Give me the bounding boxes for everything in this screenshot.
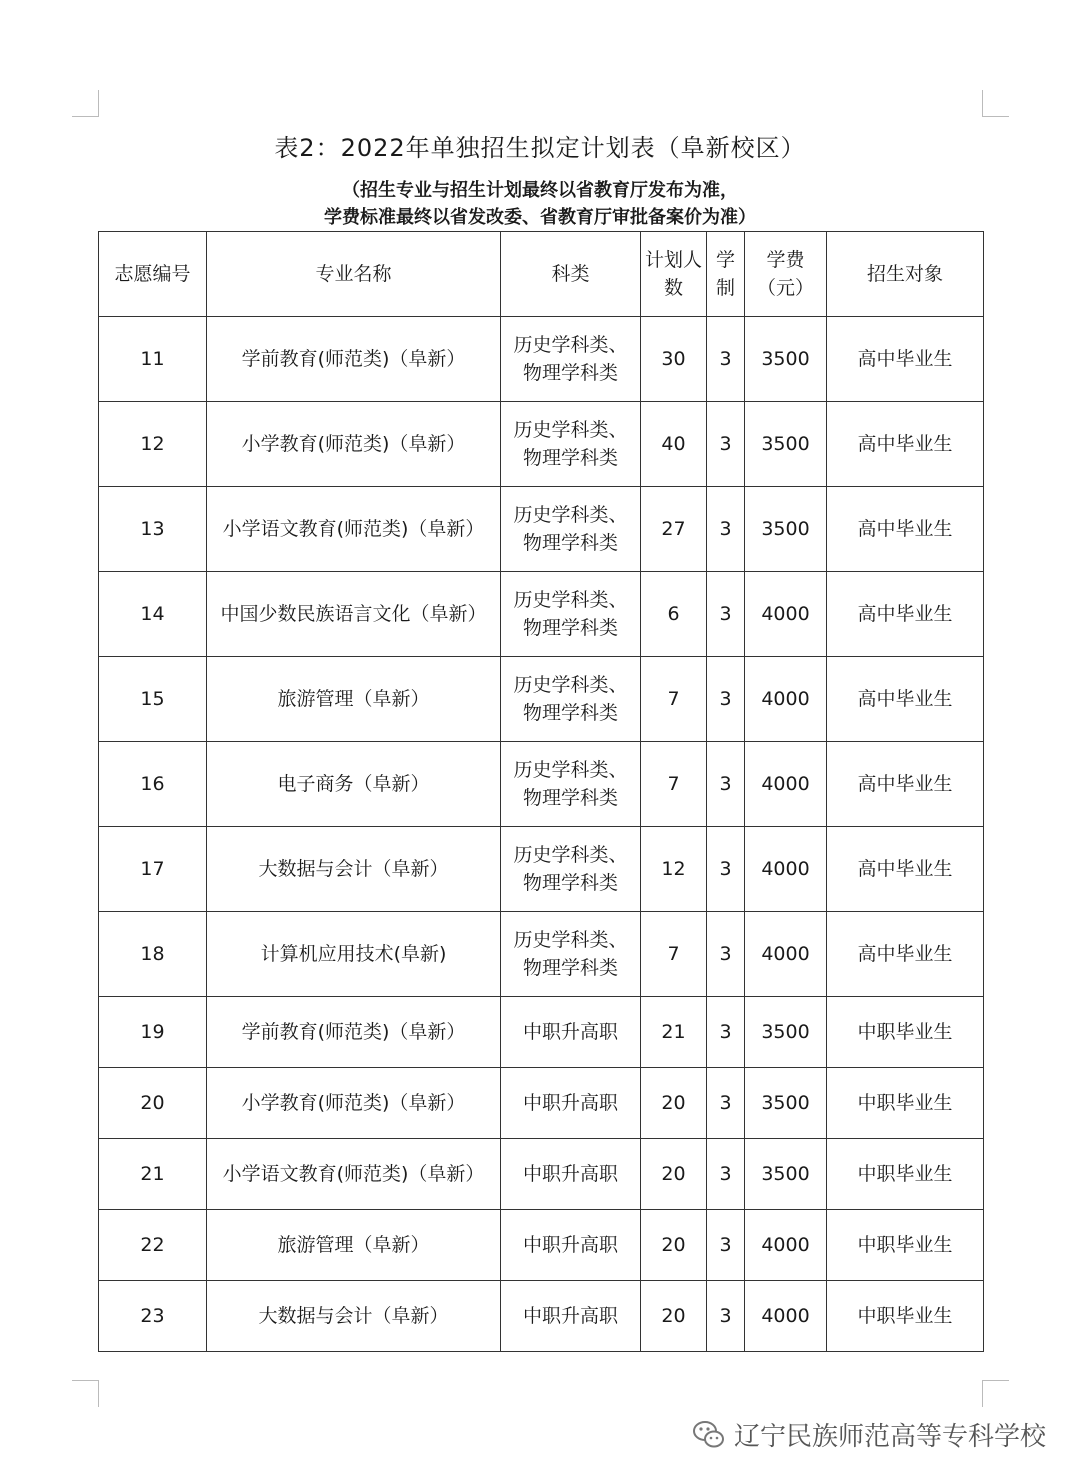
header-category: 科类 bbox=[501, 232, 641, 317]
cell-years: 3 bbox=[707, 317, 745, 402]
cell-fee: 3500 bbox=[745, 402, 827, 487]
header-target: 招生对象 bbox=[827, 232, 984, 317]
cell-years: 3 bbox=[707, 742, 745, 827]
cell-fee: 4000 bbox=[745, 912, 827, 997]
header-years: 学制 bbox=[707, 232, 745, 317]
table-row bbox=[99, 1281, 984, 1352]
cell-category: 中职升高职 bbox=[501, 997, 641, 1068]
cell-target: 高中毕业生 bbox=[827, 912, 984, 997]
cell-no: 17 bbox=[99, 827, 207, 912]
table-row bbox=[99, 1139, 984, 1210]
cell-category: 历史学科类、物理学科类 bbox=[501, 317, 641, 402]
table-row bbox=[99, 997, 984, 1068]
cell-fee: 3500 bbox=[745, 1068, 827, 1139]
cell-category: 历史学科类、物理学科类 bbox=[501, 657, 641, 742]
note-line-2: 学费标准最终以省发改委、省教育厅审批备案价为准） bbox=[324, 207, 756, 228]
enrollment-plan-table bbox=[98, 231, 984, 1352]
cell-no: 15 bbox=[99, 657, 207, 742]
cell-major: 小学语文教育(师范类)（阜新） bbox=[207, 487, 501, 572]
table-row bbox=[99, 742, 984, 827]
cell-plan: 20 bbox=[641, 1139, 707, 1210]
table-row bbox=[99, 912, 984, 997]
table-row bbox=[99, 657, 984, 742]
cell-years: 3 bbox=[707, 997, 745, 1068]
cell-years: 3 bbox=[707, 827, 745, 912]
table-row bbox=[99, 1210, 984, 1281]
crop-mark-top-right bbox=[982, 90, 1009, 117]
table-row bbox=[99, 827, 984, 912]
cell-target: 中职毕业生 bbox=[827, 997, 984, 1068]
cell-major: 学前教育(师范类)（阜新） bbox=[207, 317, 501, 402]
cell-no: 11 bbox=[99, 317, 207, 402]
cell-years: 3 bbox=[707, 487, 745, 572]
crop-mark-top-left bbox=[72, 90, 99, 117]
cell-major: 小学教育(师范类)（阜新） bbox=[207, 402, 501, 487]
cell-plan: 40 bbox=[641, 402, 707, 487]
cell-plan: 20 bbox=[641, 1281, 707, 1352]
cell-fee: 3500 bbox=[745, 1139, 827, 1210]
cell-plan: 20 bbox=[641, 1210, 707, 1281]
cell-no: 22 bbox=[99, 1210, 207, 1281]
cell-fee: 4000 bbox=[745, 742, 827, 827]
cell-category: 历史学科类、物理学科类 bbox=[501, 487, 641, 572]
crop-mark-bottom-left bbox=[72, 1380, 99, 1407]
header-major: 专业名称 bbox=[207, 232, 501, 317]
table-row bbox=[99, 1068, 984, 1139]
cell-no: 12 bbox=[99, 402, 207, 487]
cell-target: 高中毕业生 bbox=[827, 572, 984, 657]
cell-years: 3 bbox=[707, 1068, 745, 1139]
cell-fee: 4000 bbox=[745, 827, 827, 912]
cell-no: 20 bbox=[99, 1068, 207, 1139]
cell-years: 3 bbox=[707, 1281, 745, 1352]
cell-years: 3 bbox=[707, 912, 745, 997]
cell-no: 21 bbox=[99, 1139, 207, 1210]
cell-target: 中职毕业生 bbox=[827, 1139, 984, 1210]
cell-years: 3 bbox=[707, 402, 745, 487]
cell-plan: 7 bbox=[641, 657, 707, 742]
cell-plan: 12 bbox=[641, 827, 707, 912]
cell-years: 3 bbox=[707, 1210, 745, 1281]
cell-major: 旅游管理（阜新） bbox=[207, 657, 501, 742]
cell-no: 18 bbox=[99, 912, 207, 997]
cell-major: 小学语文教育(师范类)（阜新） bbox=[207, 1139, 501, 1210]
cell-no: 23 bbox=[99, 1281, 207, 1352]
cell-fee: 4000 bbox=[745, 572, 827, 657]
cell-category: 中职升高职 bbox=[501, 1281, 641, 1352]
table-row bbox=[99, 317, 984, 402]
cell-plan: 27 bbox=[641, 487, 707, 572]
cell-no: 16 bbox=[99, 742, 207, 827]
cell-plan: 6 bbox=[641, 572, 707, 657]
table-header-row bbox=[99, 232, 984, 317]
cell-target: 中职毕业生 bbox=[827, 1210, 984, 1281]
table-row bbox=[99, 487, 984, 572]
table-row bbox=[99, 402, 984, 487]
cell-category: 中职升高职 bbox=[501, 1139, 641, 1210]
cell-major: 大数据与会计（阜新） bbox=[207, 827, 501, 912]
cell-major: 小学教育(师范类)（阜新） bbox=[207, 1068, 501, 1139]
cell-major: 大数据与会计（阜新） bbox=[207, 1281, 501, 1352]
cell-target: 高中毕业生 bbox=[827, 827, 984, 912]
cell-no: 19 bbox=[99, 997, 207, 1068]
page-title: 表2：2022年单独招生拟定计划表（阜新校区） bbox=[274, 134, 806, 162]
cell-major: 学前教育(师范类)（阜新） bbox=[207, 997, 501, 1068]
cell-fee: 4000 bbox=[745, 1210, 827, 1281]
watermark bbox=[692, 1416, 1046, 1453]
cell-major: 电子商务（阜新） bbox=[207, 742, 501, 827]
header-plan: 计划人数 bbox=[641, 232, 707, 317]
cell-plan: 7 bbox=[641, 742, 707, 827]
cell-category: 历史学科类、物理学科类 bbox=[501, 402, 641, 487]
cell-fee: 3500 bbox=[745, 317, 827, 402]
cell-plan: 20 bbox=[641, 1068, 707, 1139]
cell-years: 3 bbox=[707, 657, 745, 742]
cell-years: 3 bbox=[707, 572, 745, 657]
header-fee: 学费（元） bbox=[745, 232, 827, 317]
cell-category: 历史学科类、物理学科类 bbox=[501, 912, 641, 997]
cell-category: 历史学科类、物理学科类 bbox=[501, 572, 641, 657]
wechat-icon bbox=[692, 1418, 726, 1452]
cell-fee: 4000 bbox=[745, 1281, 827, 1352]
watermark-text: 辽宁民族师范高等专科学校 bbox=[733, 1422, 1046, 1452]
cell-years: 3 bbox=[707, 1139, 745, 1210]
cell-fee: 3500 bbox=[745, 487, 827, 572]
cell-fee: 4000 bbox=[745, 657, 827, 742]
table-row bbox=[99, 572, 984, 657]
cell-target: 高中毕业生 bbox=[827, 657, 984, 742]
cell-target: 高中毕业生 bbox=[827, 487, 984, 572]
cell-target: 高中毕业生 bbox=[827, 742, 984, 827]
header-no: 志愿编号 bbox=[99, 232, 207, 317]
cell-target: 中职毕业生 bbox=[827, 1281, 984, 1352]
cell-major: 旅游管理（阜新） bbox=[207, 1210, 501, 1281]
cell-major: 计算机应用技术(阜新) bbox=[207, 912, 501, 997]
note-line-1: （招生专业与招生计划最终以省教育厅发布为准， bbox=[342, 180, 738, 201]
cell-fee: 3500 bbox=[745, 997, 827, 1068]
cell-no: 13 bbox=[99, 487, 207, 572]
cell-target: 高中毕业生 bbox=[827, 317, 984, 402]
cell-no: 14 bbox=[99, 572, 207, 657]
cell-plan: 21 bbox=[641, 997, 707, 1068]
cell-target: 高中毕业生 bbox=[827, 402, 984, 487]
cell-category: 历史学科类、物理学科类 bbox=[501, 742, 641, 827]
cell-target: 中职毕业生 bbox=[827, 1068, 984, 1139]
cell-plan: 7 bbox=[641, 912, 707, 997]
cell-category: 中职升高职 bbox=[501, 1210, 641, 1281]
cell-category: 历史学科类、物理学科类 bbox=[501, 827, 641, 912]
crop-mark-bottom-right bbox=[982, 1380, 1009, 1407]
cell-plan: 30 bbox=[641, 317, 707, 402]
cell-major: 中国少数民族语言文化（阜新） bbox=[207, 572, 501, 657]
cell-category: 中职升高职 bbox=[501, 1068, 641, 1139]
